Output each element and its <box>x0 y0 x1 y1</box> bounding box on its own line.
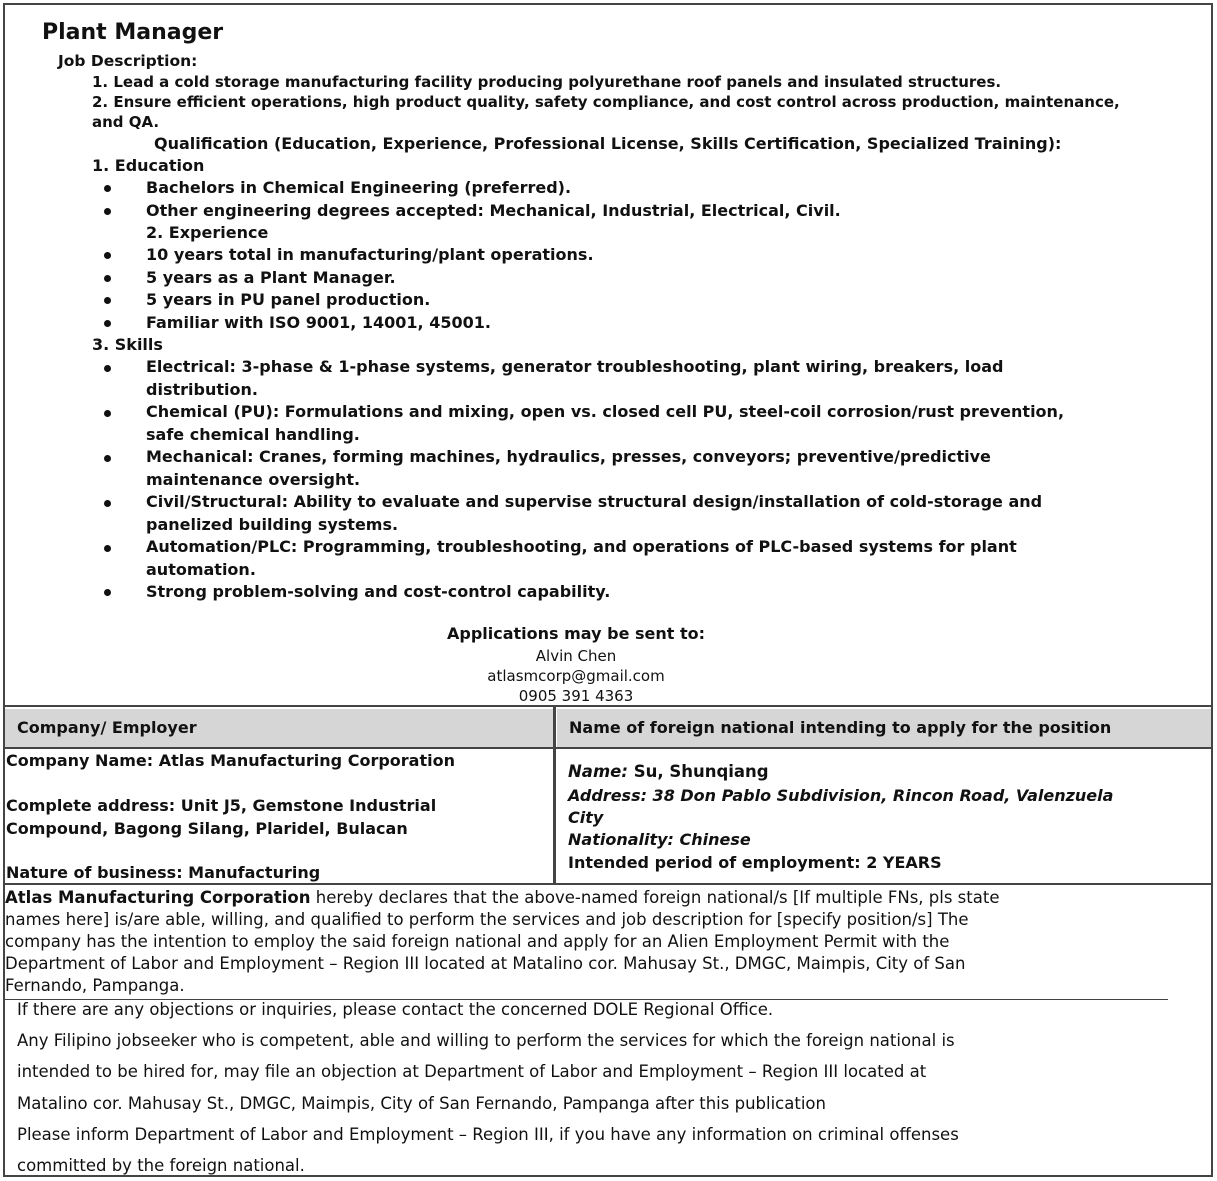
contact-phone[interactable]: 0905 391 4363 <box>518 687 634 705</box>
bullet-icon <box>104 208 111 215</box>
skill-item: Civil/Structural: Ability to evaluate and supervise structural design/installation of cold-storage and <box>146 492 1043 511</box>
notice-line: Please inform Department of Labor and Employment – Region III, if you have any information on criminal offenses <box>17 1125 959 1144</box>
page-title: Plant Manager <box>42 20 224 45</box>
bullet-icon <box>104 320 111 327</box>
bullet-icon <box>104 545 111 552</box>
company-address: Complete address: Unit J5, Gemstone Industrial <box>6 796 437 815</box>
declaration-text: hereby declares that the above-named foreign national/s [If multiple FNs, pls state <box>310 888 1000 907</box>
contact-name: Alvin Chen <box>535 647 617 665</box>
bullet-icon <box>104 500 111 507</box>
contact-heading: Applications may be sent to: <box>446 624 706 643</box>
company-address-continued: Compound, Bagong Silang, Plaridel, Bulacan <box>6 819 408 838</box>
bullet-icon <box>104 185 111 192</box>
name-label: Name: <box>568 762 628 781</box>
contact-email[interactable]: atlasmcorp@gmail.com <box>487 667 665 685</box>
foreign-national-nationality: Nationality: Chinese <box>568 830 751 849</box>
job-description-item: 2. Ensure efficient operations, high product quality, safety compliance, and cost control across production, maintenance, <box>92 93 1120 111</box>
table-header-company: Company/ Employer <box>5 709 553 747</box>
notice-line: Matalino cor. Mahusay St., DMGC, Maimpis, City of San Fernando, Pampanga after this publication <box>17 1094 826 1113</box>
experience-item: 5 years as a Plant Manager. <box>146 268 396 287</box>
job-description-heading: Job Description: <box>58 52 198 70</box>
foreign-national-address-continued: City <box>568 808 604 827</box>
notice-line: committed by the foreign national. <box>17 1156 305 1175</box>
skill-item-continued: automation. <box>146 560 256 579</box>
declaration-company: Atlas Manufacturing Corporation <box>5 888 311 907</box>
bullet-icon <box>104 455 111 462</box>
skill-item: Mechanical: Cranes, forming machines, hydraulics, presses, conveyors; preventive/predictive <box>146 447 991 466</box>
qualification-heading: Qualification (Education, Experience, Professional License, Skills Certification, Specialized Training): <box>154 134 1062 153</box>
education-item: Other engineering degrees accepted: Mechanical, Industrial, Electrical, Civil. <box>146 201 841 220</box>
foreign-national-name <box>568 762 769 781</box>
declaration-line: names here] is/are able, willing, and qualified to perform the services and job description for [specify position/s] The <box>5 910 969 929</box>
bullet-icon <box>104 410 111 417</box>
table-header-foreign-national: Name of foreign national intending to apply for the position <box>557 709 1211 747</box>
experience-item: 5 years in PU panel production. <box>146 290 431 309</box>
bullet-icon <box>104 589 111 596</box>
notice-line: Any Filipino jobseeker who is competent, able and willing to perform the services for which the foreign national is <box>17 1031 955 1050</box>
skill-item: Chemical (PU): Formulations and mixing, open vs. closed cell PU, steel-coil corrosion/rust prevention, <box>146 402 1065 421</box>
skill-item-continued: panelized building systems. <box>146 515 399 534</box>
bullet-icon <box>104 365 111 372</box>
declaration-line: Department of Labor and Employment – Region III located at Matalino cor. Mahusay St., DMGC, Maimpis, City of San <box>5 954 966 973</box>
foreign-national-address: Address: 38 Don Pablo Subdivision, Rincon Road, Valenzuela <box>568 786 1114 805</box>
education-item: Bachelors in Chemical Engineering (preferred). <box>146 178 572 197</box>
bullet-icon <box>104 275 111 282</box>
employment-period: Intended period of employment: 2 YEARS <box>568 853 942 872</box>
job-description-item: and QA. <box>92 113 160 131</box>
declaration-line: company has the intention to employ the said foreign national and apply for an Alien Employment Permit with the <box>5 932 950 951</box>
column-divider <box>553 707 556 883</box>
nature-of-business: Nature of business: Manufacturing <box>6 863 321 882</box>
name-value: Su, Shunqiang <box>633 762 769 781</box>
job-description-item: 1. Lead a cold storage manufacturing facility producing polyurethane roof panels and insulated structures. <box>92 73 1002 91</box>
skills-heading: 3. Skills <box>92 335 163 354</box>
declaration-line <box>5 888 999 907</box>
notice-line: intended to be hired for, may file an objection at Department of Labor and Employment – Region III located at <box>17 1062 927 1081</box>
divider <box>3 883 1213 885</box>
bullet-icon <box>104 297 111 304</box>
bullet-icon <box>104 252 111 259</box>
education-heading: 1. Education <box>92 156 205 175</box>
skill-item: Automation/PLC: Programming, troubleshooting, and operations of PLC-based systems for plant <box>146 537 1017 556</box>
notice-line: If there are any objections or inquiries, please contact the concerned DOLE Regional Office. <box>17 1000 774 1019</box>
experience-heading: 2. Experience <box>146 223 269 242</box>
skill-item: Electrical: 3-phase & 1-phase systems, generator troubleshooting, plant wiring, breakers, load <box>146 357 1004 376</box>
skill-item-continued: maintenance oversight. <box>146 470 361 489</box>
skill-item-continued: distribution. <box>146 380 258 399</box>
skill-item: Strong problem-solving and cost-control capability. <box>146 582 611 601</box>
divider <box>3 705 1213 707</box>
experience-item: Familiar with ISO 9001, 14001, 45001. <box>146 313 491 332</box>
company-name: Company Name: Atlas Manufacturing Corporation <box>6 751 455 770</box>
divider <box>3 747 1213 749</box>
experience-item: 10 years total in manufacturing/plant operations. <box>146 245 594 264</box>
skill-item-continued: safe chemical handling. <box>146 425 360 444</box>
declaration-line: Fernando, Pampanga. <box>5 976 185 995</box>
